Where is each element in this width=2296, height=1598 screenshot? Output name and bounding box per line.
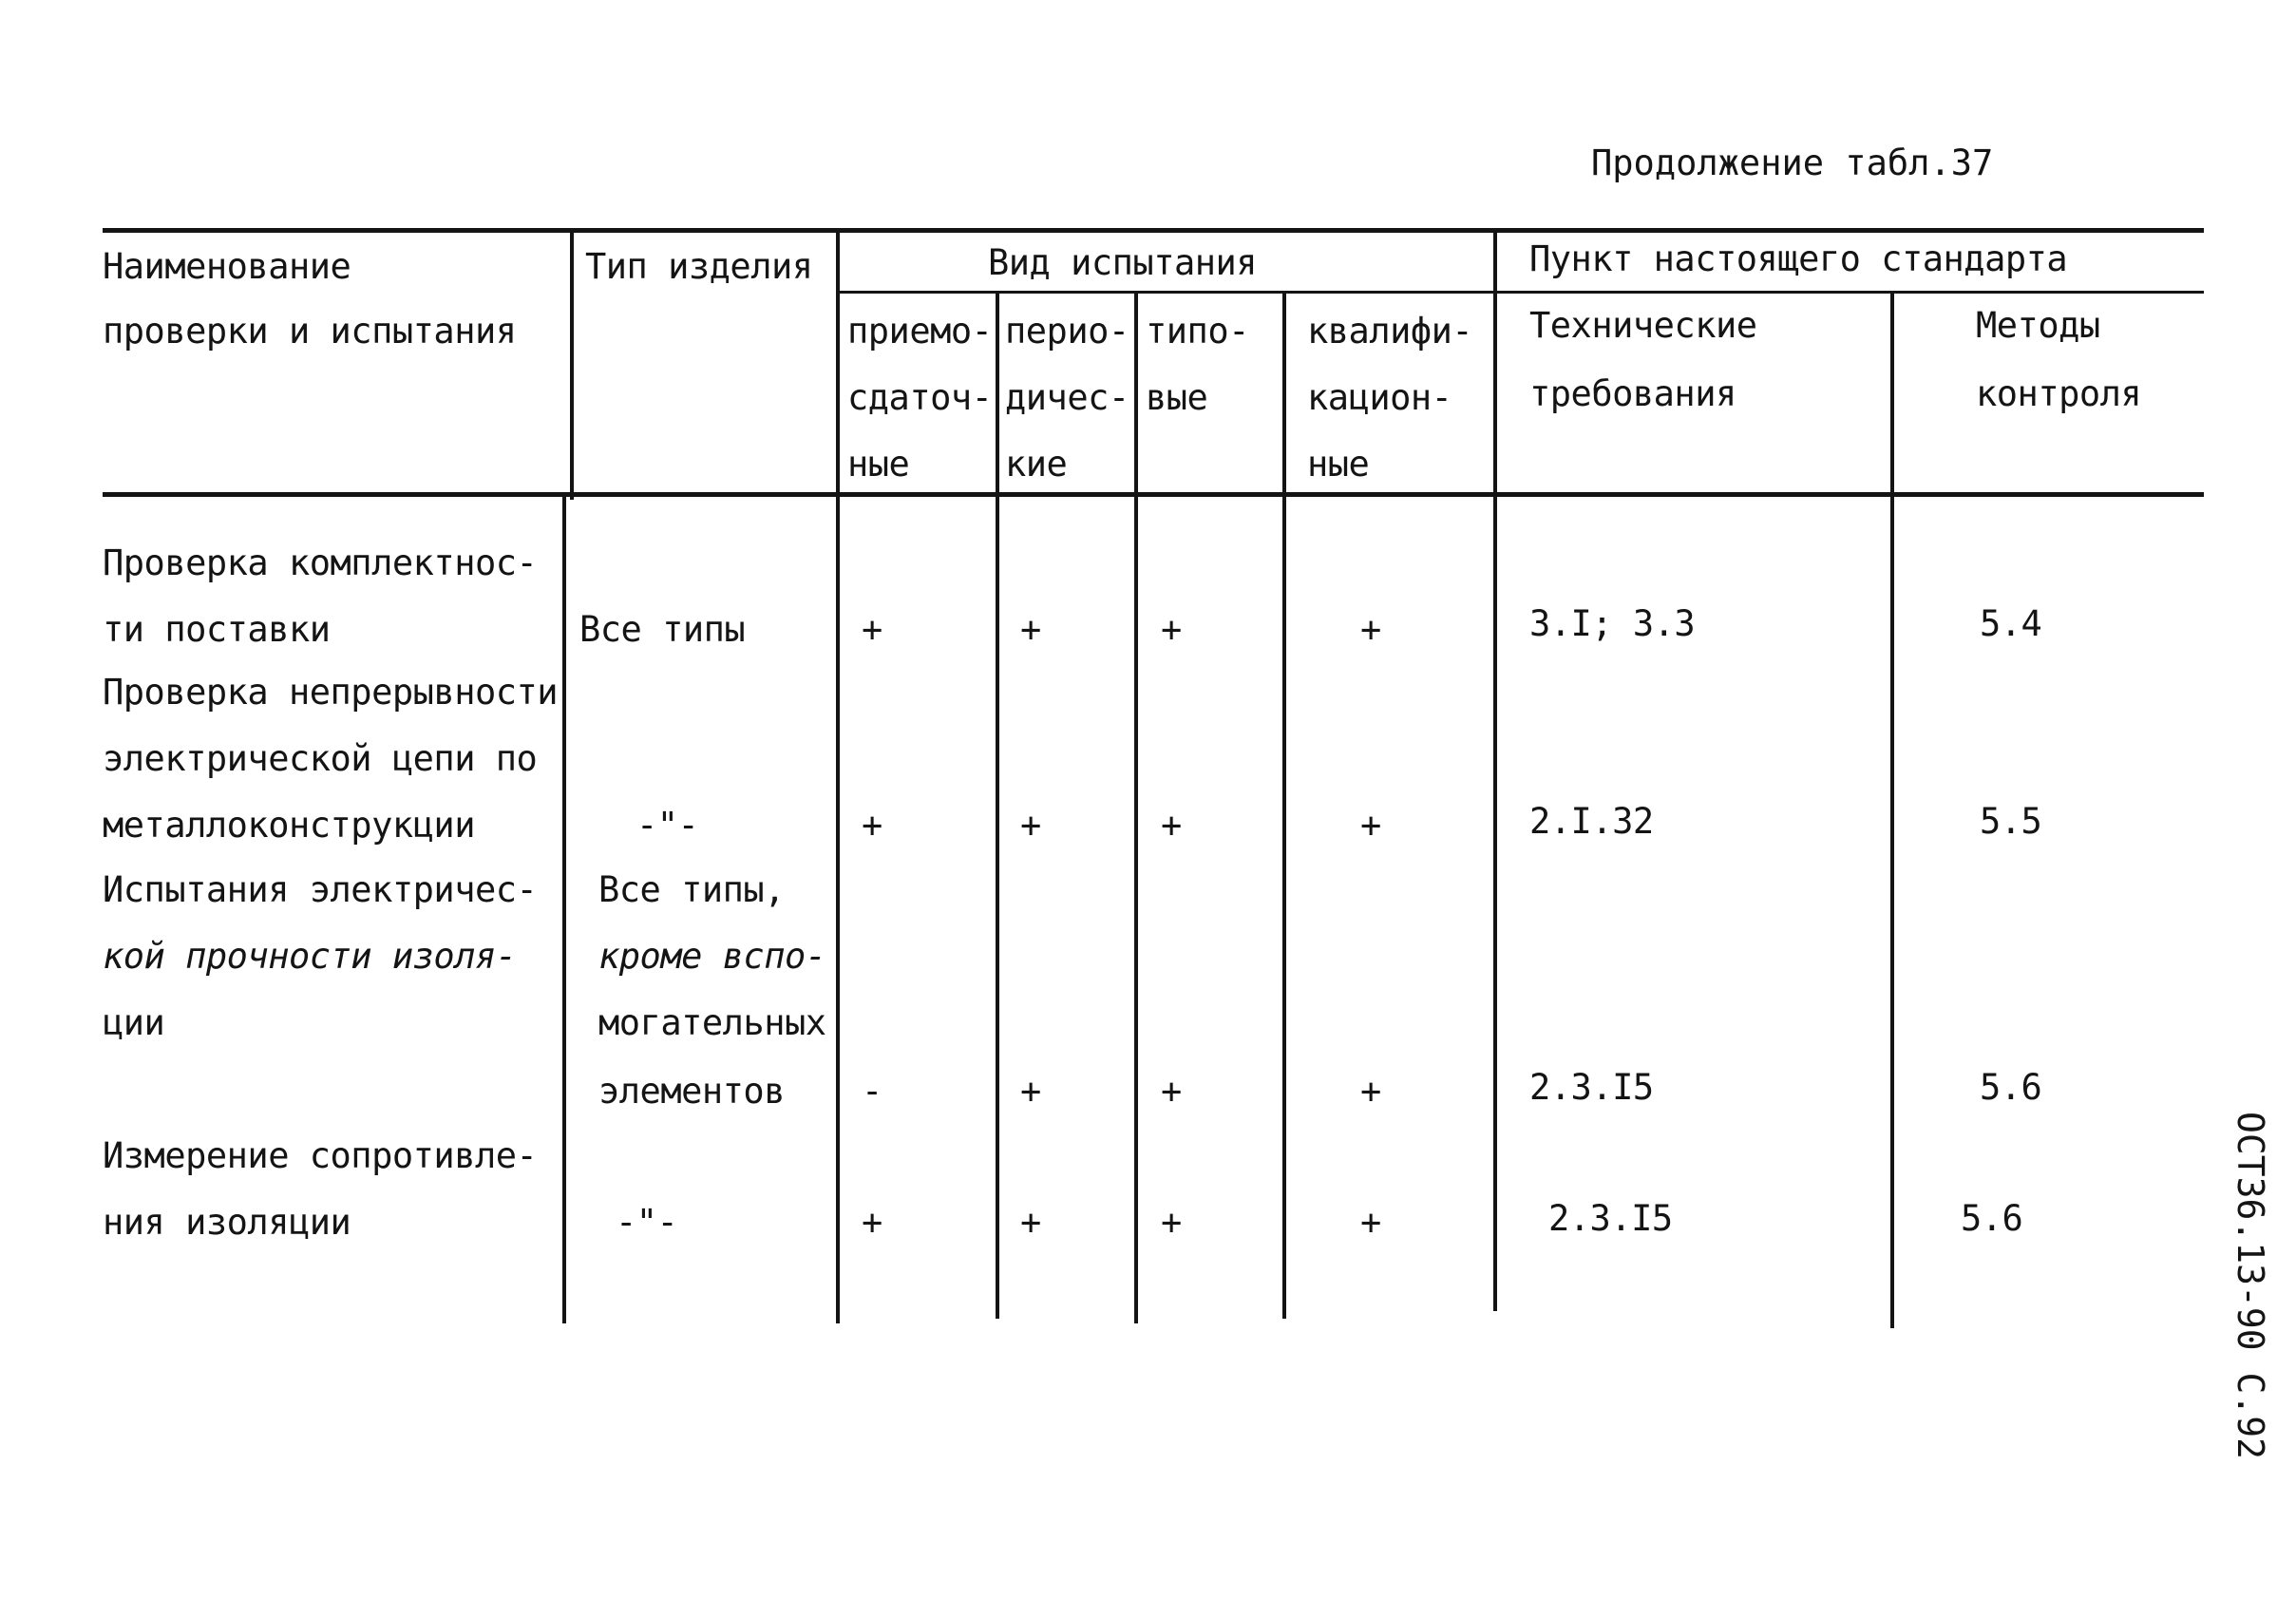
header-type: Тип изделия — [585, 246, 813, 287]
col-divider-acc-per — [996, 293, 999, 1319]
col-divider-clause — [1493, 228, 1497, 1311]
col-divider-type-body — [562, 497, 566, 1323]
col-divider-per-type — [1134, 293, 1138, 1323]
col-divider-test — [836, 231, 840, 1323]
col-divider-tech-methods — [1890, 293, 1894, 1328]
header-bottom-rule — [103, 492, 2204, 497]
table-top-rule — [103, 228, 2204, 233]
header-group-rule — [838, 291, 2204, 294]
col-divider-type-qual — [1282, 293, 1286, 1319]
col-divider-type — [570, 231, 574, 500]
table-caption: Продолжение табл.37 — [1591, 143, 1994, 183]
header-clause-group: Пункт настоящего стандарта — [1529, 238, 2068, 279]
header-test-group: Вид испытания — [988, 242, 1258, 283]
document-side-label: ОСТ36.13-90 С.92 — [2230, 1112, 2271, 1460]
